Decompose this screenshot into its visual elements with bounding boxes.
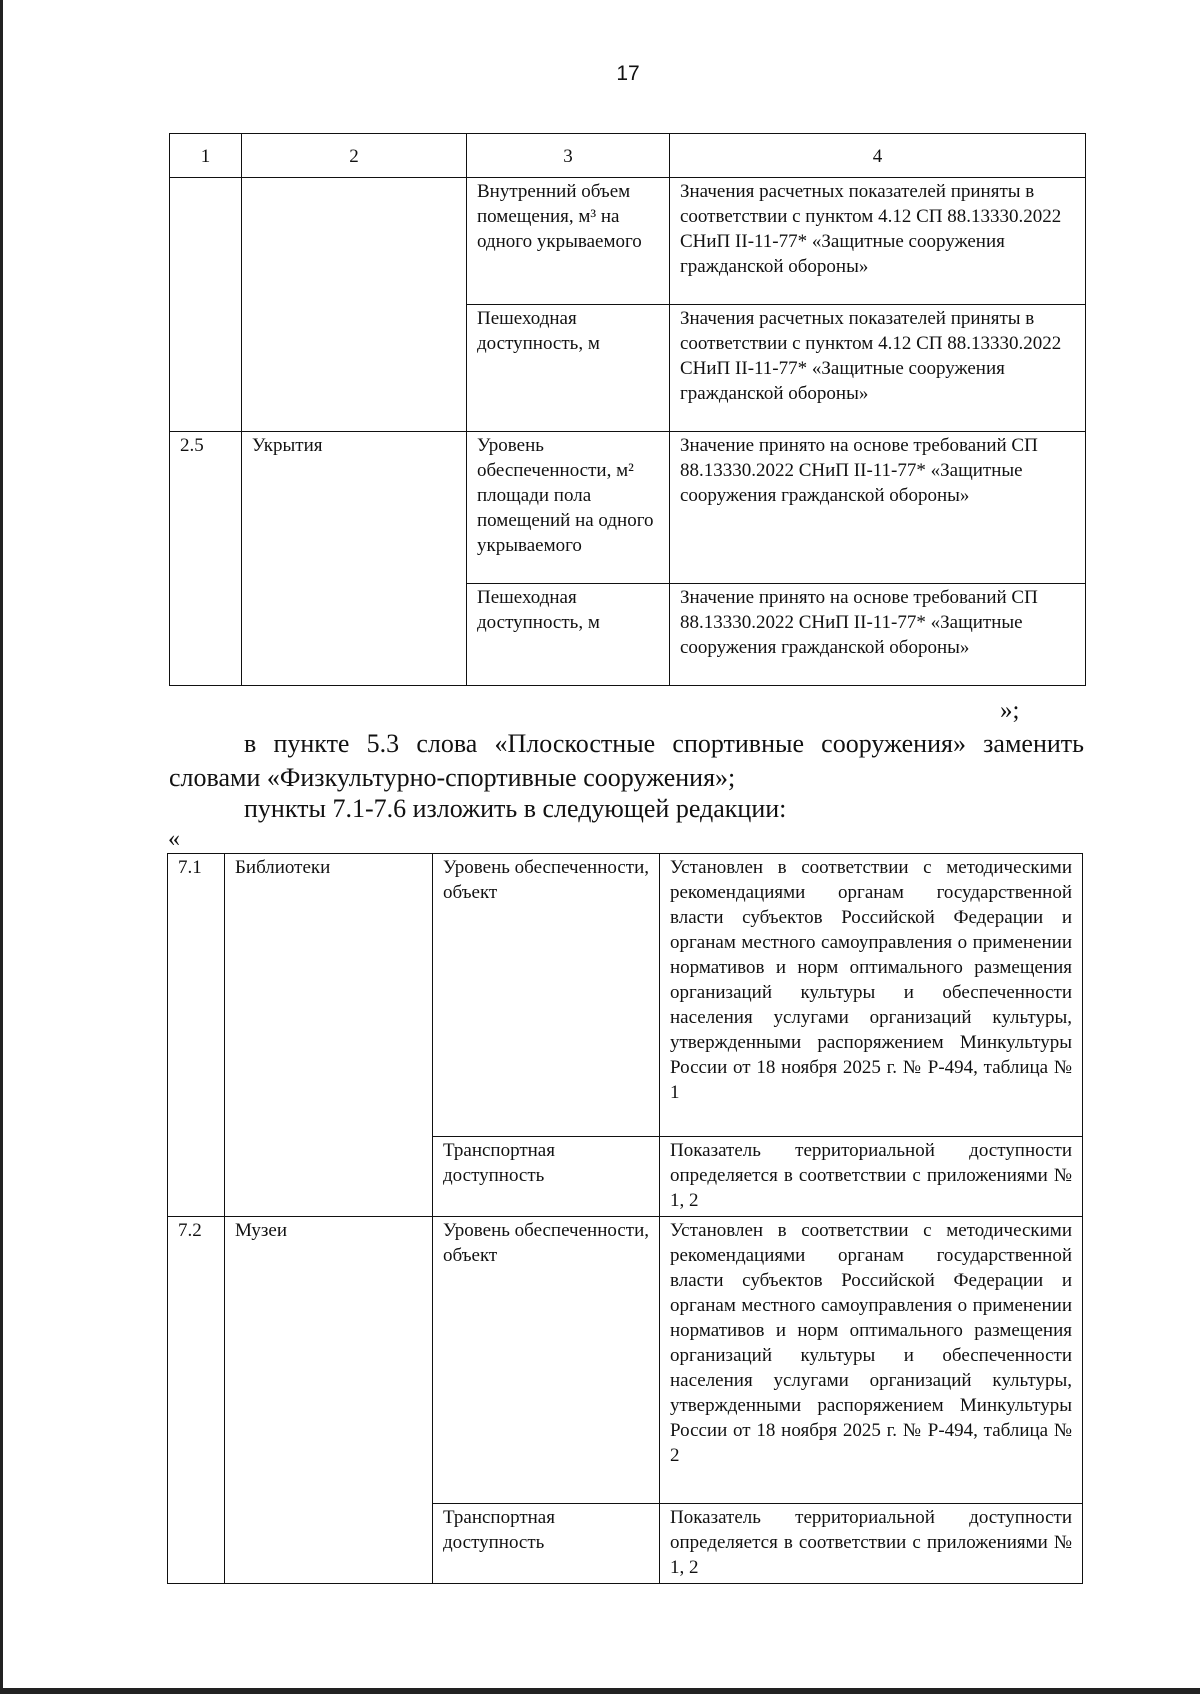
header-cell-2: 2 (242, 134, 467, 178)
table-shelters (169, 133, 1086, 686)
header-cell-1: 1 (170, 134, 242, 178)
param-cell: Внутренний объем помещения, м³ на одного укрываемого (467, 178, 670, 305)
param-cell: Уровень обеспеченности, м² площади пола помещений на одного укрываемого (467, 432, 670, 584)
value-cell: Значения расчетных показателей приняты в соответствии с пунктом 4.12 СП 88.13330.2022 СНиП II-11-77* «Защитные сооружения гражданской обороны» (670, 178, 1086, 305)
header-cell-3: 3 (467, 134, 670, 178)
row-number-cell: 7.1 (168, 854, 225, 1217)
value-cell: Показатель территориальной доступности определяется в соответствии с приложениями № 1, 2 (660, 1504, 1083, 1584)
row-name-cell: Укрытия (242, 432, 467, 686)
opening-quote: « (168, 826, 180, 852)
value-cell: Значение принято на основе требований СП 88.13330.2022 СНиП II-11-77* «Защитные сооружения гражданской обороны» (670, 584, 1086, 686)
param-cell: Транспортная доступность (433, 1504, 660, 1584)
page-number: 17 (616, 62, 640, 85)
param-cell: Уровень обеспеченности, объект (433, 1217, 660, 1504)
header-cell-4: 4 (670, 134, 1086, 178)
closing-quote: »; (1000, 697, 1020, 724)
table-row (168, 1217, 1083, 1504)
table-row (168, 854, 1083, 1137)
table-culture (167, 853, 1083, 1584)
param-cell: Пешеходная доступность, м (467, 584, 670, 686)
scan-edge-left (0, 0, 3, 1694)
row-name-cell (242, 178, 467, 432)
row-number-cell (170, 178, 242, 432)
value-cell: Установлен в соответствии с методическими рекомендациями органам государственной власти субъектов Российской Федерации и органам местного самоуправления о применении нормативов и норм оптимального размещения организаций культуры и обеспеченности населения услугами организаций культуры, утвержденными распоряжением Минкультуры России от 18 ноября 2025 г. № Р-494, таблица № 2 (660, 1217, 1083, 1504)
value-cell: Показатель территориальной доступности определяется в соответствии с приложениями № 1, 2 (660, 1137, 1083, 1217)
param-cell: Пешеходная доступность, м (467, 305, 670, 432)
amendment-paragraph-7: пункты 7.1-7.6 изложить в следующей редакции: (244, 794, 787, 823)
row-number-cell: 7.2 (168, 1217, 225, 1584)
table-row (170, 432, 1086, 584)
param-cell: Уровень обеспеченности, объект (433, 854, 660, 1137)
table-header-row (170, 134, 1086, 178)
table-row (170, 178, 1086, 305)
value-cell: Значение принято на основе требований СП 88.13330.2022 СНиП II-11-77* «Защитные сооружения гражданской обороны» (670, 432, 1086, 584)
param-cell: Транспортная доступность (433, 1137, 660, 1217)
scan-edge-bottom (0, 1688, 1200, 1694)
row-name-cell: Библиотеки (225, 854, 433, 1217)
row-number-cell: 2.5 (170, 432, 242, 686)
row-name-cell: Музеи (225, 1217, 433, 1584)
value-cell: Установлен в соответствии с методическими рекомендациями органам государственной власти субъектов Российской Федерации и органам местного самоуправления о применении нормативов и норм оптимального размещения организаций культуры и обеспеченности населения услугами организаций культуры, утвержденными распоряжением Минкультуры России от 18 ноября 2025 г. № Р-494, таблица № 1 (660, 854, 1083, 1137)
value-cell: Значения расчетных показателей приняты в соответствии с пунктом 4.12 СП 88.13330.2022 СНиП II-11-77* «Защитные сооружения гражданской обороны» (670, 305, 1086, 432)
amendment-paragraph-5-3: в пункте 5.3 слова «Плоскостные спортивные сооружения» заменить словами «Физкультурно-спортивные сооружения»; (169, 729, 1084, 792)
